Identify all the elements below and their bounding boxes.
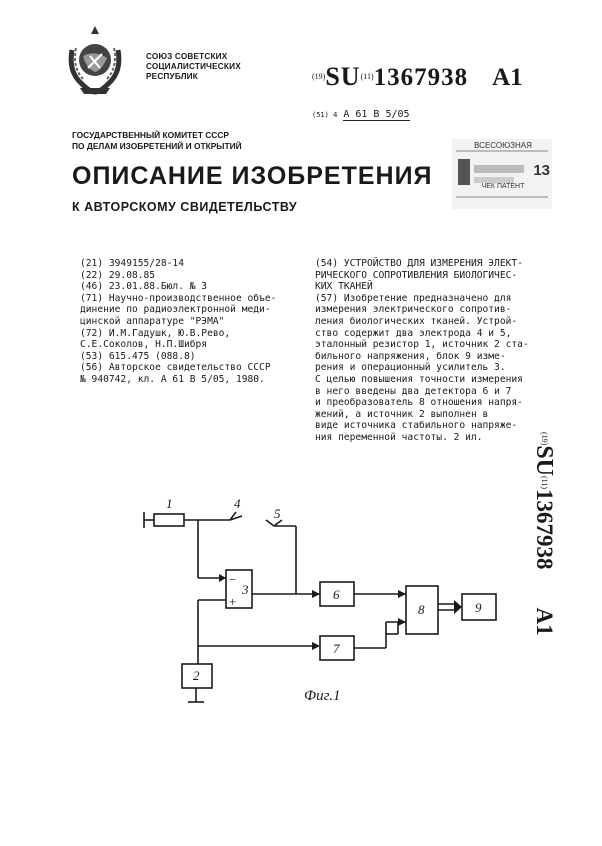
patent-number: 1367938 <box>373 64 469 91</box>
biblio-line: динение по радиоэлектронной меди- <box>80 304 271 316</box>
label-7: 7 <box>333 641 340 656</box>
patent-number-header: $^{(19)}$SU$^{(11)}$1367938 A1 <box>312 62 523 91</box>
side-patent-number: $^{(19)}$SU$^{(11)}$1367938A1 <box>531 432 557 636</box>
abstract-line: (54) УСТРОЙСТВО ДЛЯ ИЗМЕРЕНИЯ ЭЛЕКТ- <box>315 258 523 269</box>
abstract-line: ния переменной частоты. 2 ил. <box>315 431 483 443</box>
bibliographic-data <box>80 258 276 386</box>
label-9: 9 <box>475 600 482 615</box>
abstract-line: рения и операционный усилитель 3. <box>315 362 506 374</box>
minus-sign: − <box>228 572 237 587</box>
stamp-text: ВСЕСОЮЗНАЯ 13 ЧЕК ПАТЕНТ <box>474 141 550 190</box>
committee-name: ГОСУДАРСТВЕННЫЙ КОМИТЕТ СССР ПО ДЕЛАМ ИЗОБРЕТЕНИЙ И ОТКРЫТИЙ <box>72 130 242 151</box>
label-8: 8 <box>418 602 425 617</box>
biblio-line: (46) 23.01.88.Бюл. № 3 <box>80 281 208 293</box>
abstract-line: измерения электрического сопротив- <box>315 304 512 316</box>
kind-code: A1 <box>492 64 523 91</box>
abstract-line: С целью повышения точности измерения <box>315 373 523 385</box>
biblio-line: (72) И.М.Гадушк, Ю.В.Рево, <box>80 327 231 339</box>
biblio-line: (71) Научно-производственное объе- <box>80 292 277 304</box>
abstract-line: и преобразователь 8 отношения напря- <box>315 397 523 409</box>
abstract-line: виде источника стабильного напряже- <box>315 420 518 432</box>
abstract-line: КИХ ТКАНЕЙ <box>315 281 373 293</box>
circuit-diagram <box>130 490 510 720</box>
label-4: 4 <box>234 496 241 511</box>
biblio-line: (53) 615.475 (088.8) <box>80 350 196 362</box>
abstract-line: (57) Изобретение предназначено для <box>315 292 512 304</box>
label-5: 5 <box>274 506 281 521</box>
ipc-classification: (51) 4 A 61 B 5/05 <box>312 109 410 120</box>
abstract-line: в него введены два детектора 6 и 7 <box>315 385 512 397</box>
country-name: СОЮЗ СОВЕТСКИХ СОЦИАЛИСТИЧЕСКИХ РЕСПУБЛИК <box>146 52 241 81</box>
biblio-line: С.Е.Соколов, Н.П.Шибря <box>80 339 208 351</box>
label-3: 3 <box>242 582 249 597</box>
abstract-line: эталонный резистор 1, источник 2 ста- <box>315 339 529 351</box>
plus-sign: + <box>228 594 237 609</box>
biblio-line: № 940742, кл. А 61 В 5/05, 1980. <box>80 373 265 385</box>
abstract-line: РИЧЕСКОГО СОПРОТИВЛЕНИЯ БИОЛОГИЧЕС- <box>315 269 518 281</box>
document-subtitle: К АВТОРСКОМУ СВИДЕТЕЛЬСТВУ <box>72 200 298 214</box>
label-2: 2 <box>193 668 200 683</box>
biblio-line: (22) 29.08.85 <box>80 269 156 281</box>
label-6: 6 <box>333 587 340 602</box>
document-title: ОПИСАНИЕ ИЗОБРЕТЕНИЯ <box>72 162 433 190</box>
biblio-line: (56) Авторское свидетельство СССР <box>80 362 271 374</box>
biblio-line: (21) 3949155/28-14 <box>80 258 184 269</box>
biblio-line: цинской аппаратуре "РЭМА" <box>80 315 225 327</box>
electrode-5 <box>266 520 274 526</box>
abstract-line: ство содержит два электрода 4 и 5, <box>315 327 512 339</box>
abstract-line: бильного напряжения, блок 9 изме- <box>315 350 506 362</box>
office-code: SU <box>325 62 361 91</box>
label-1: 1 <box>166 496 173 511</box>
figure-caption: Фиг.1 <box>304 688 341 704</box>
ussr-emblem-icon <box>62 22 128 96</box>
abstract-line: жений, а источник 2 выполнен в <box>315 408 489 420</box>
abstract <box>315 258 547 444</box>
resistor-1 <box>154 514 184 526</box>
abstract-line: ления биологических тканей. Устрой- <box>315 315 518 327</box>
